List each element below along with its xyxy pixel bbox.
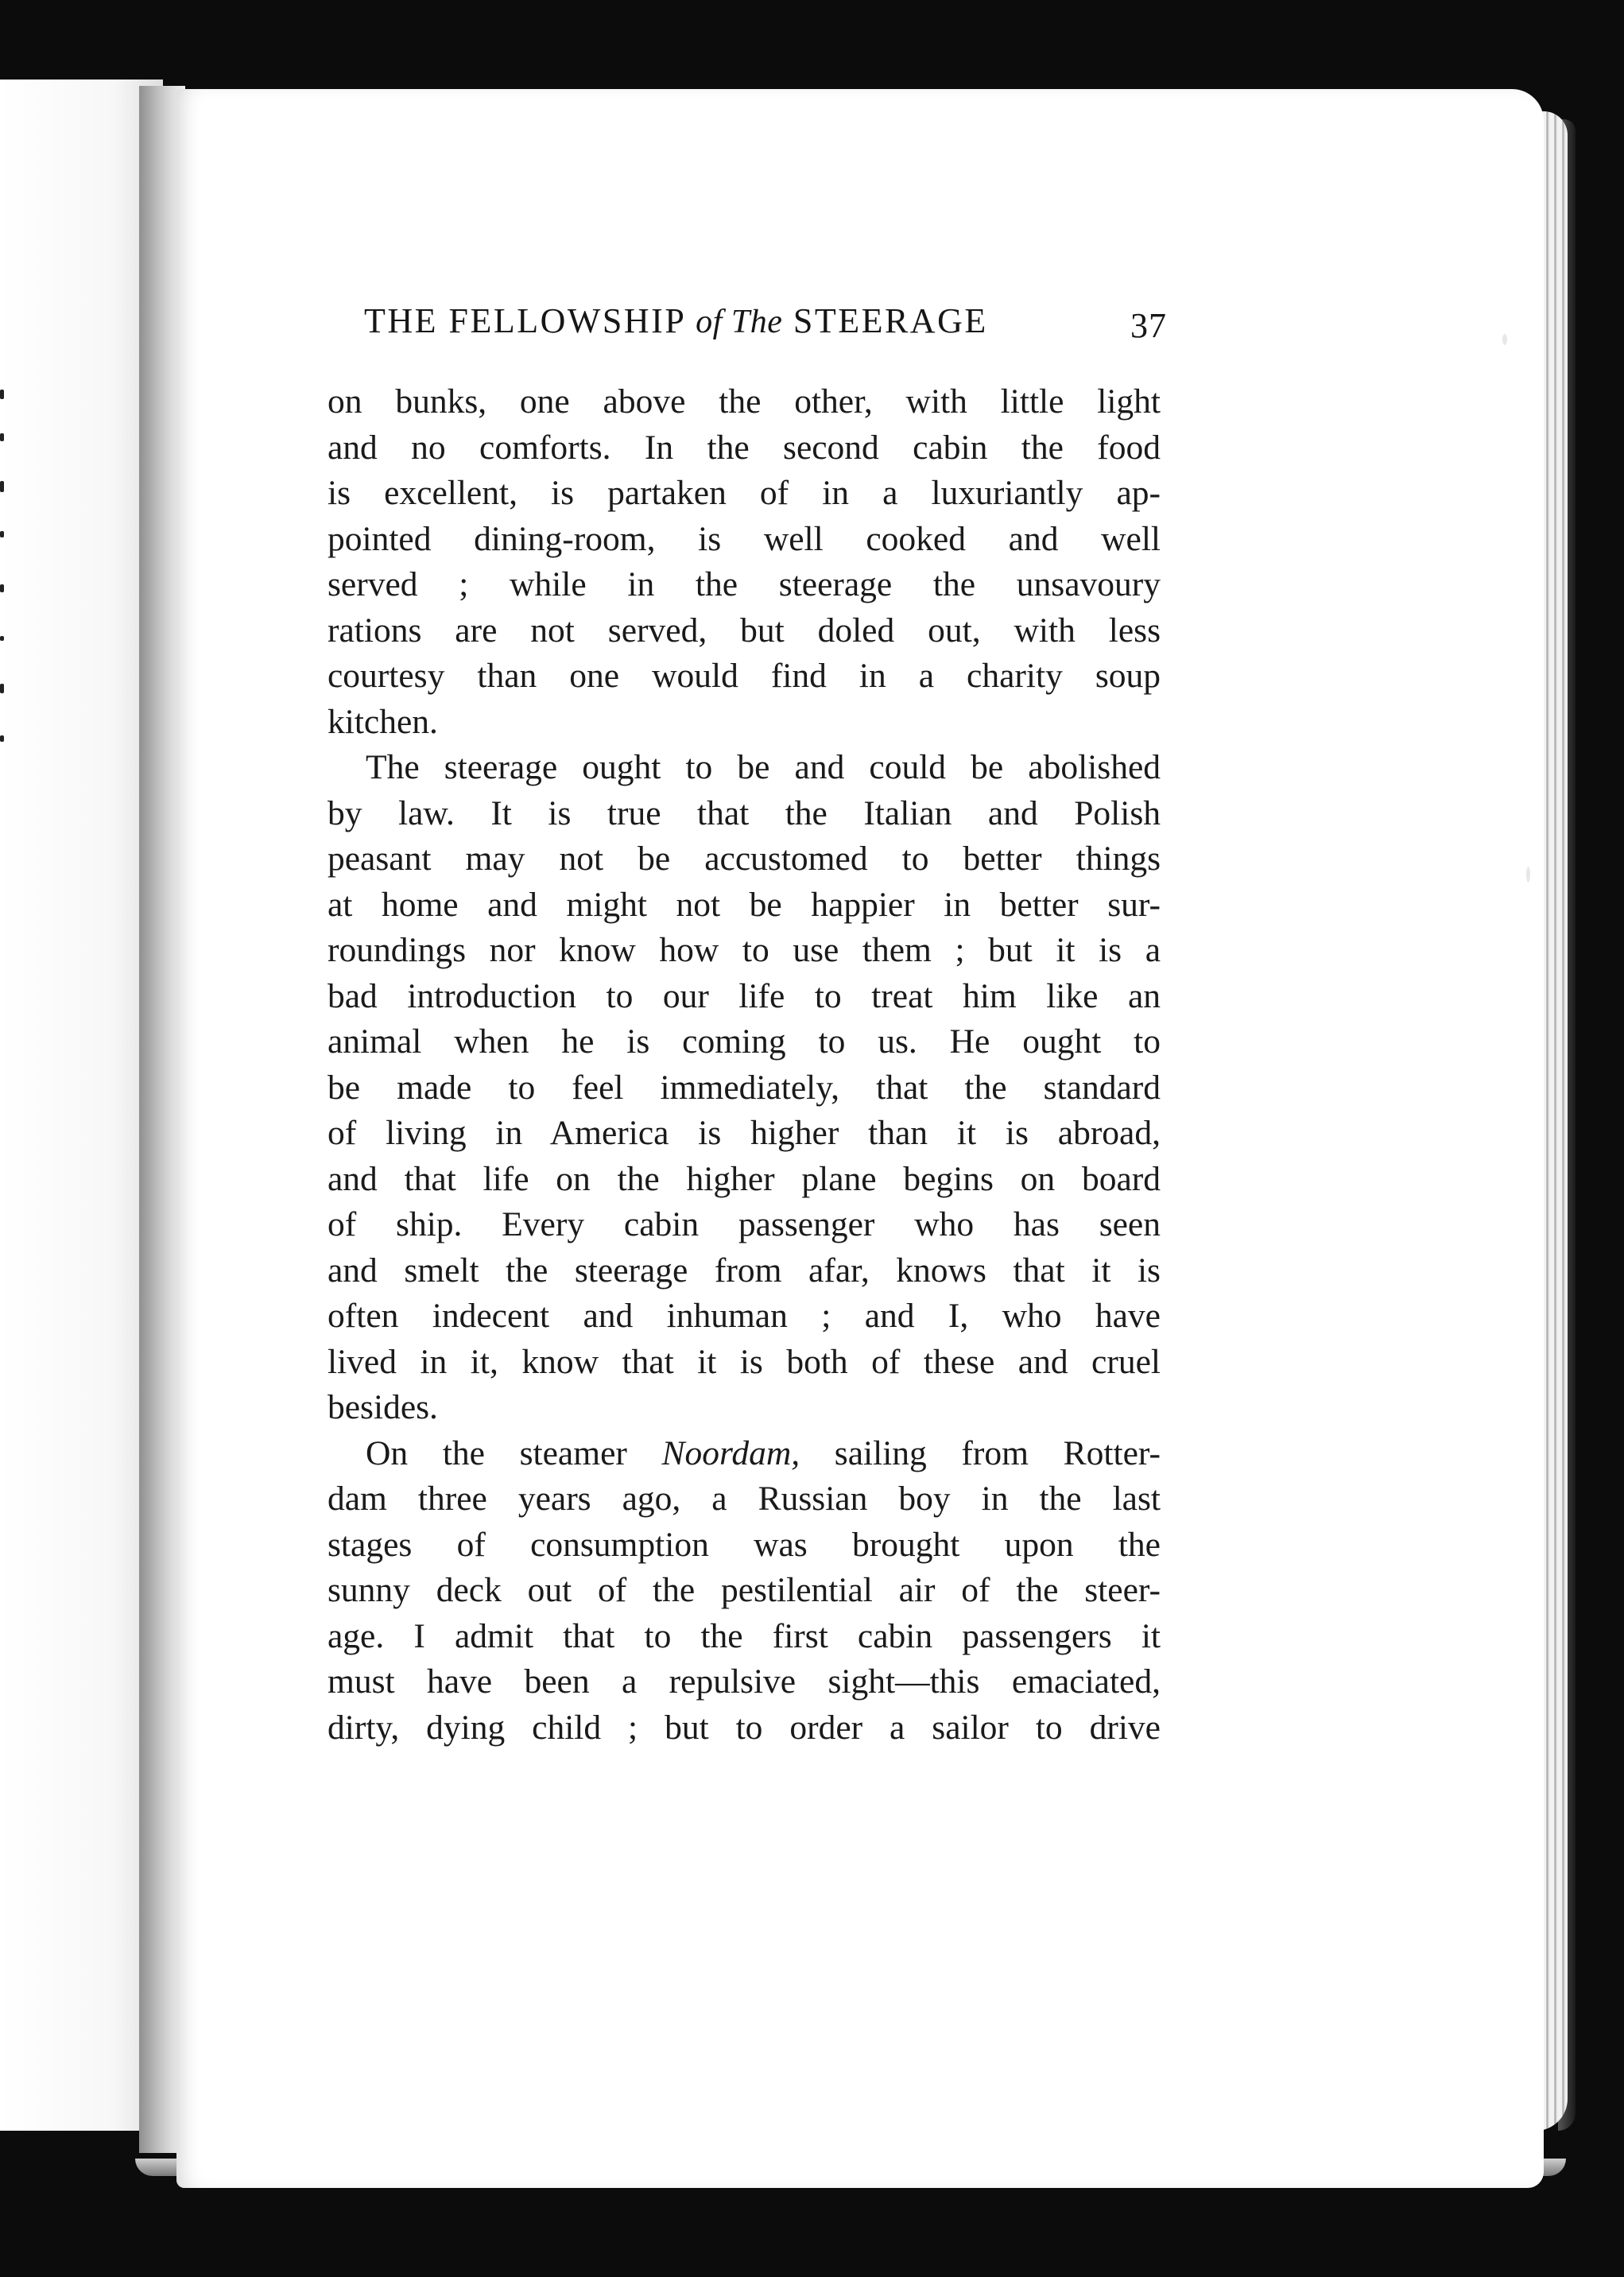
text-line: The steerage ought to be and could be abolished bbox=[366, 748, 1161, 786]
text-line: on bunks, one above the other, with little light bbox=[328, 382, 1161, 421]
text-line: lived in it, know that it is both of these and cruel bbox=[328, 1342, 1161, 1381]
text-line: is excellent, is partaken of in a luxuriantly ap- bbox=[328, 474, 1161, 512]
text-line: and that life on the higher plane begins on board bbox=[328, 1159, 1161, 1198]
running-head-title: THE FELLOWSHIP of The STEERAGE bbox=[364, 301, 988, 340]
text-line: animal when he is coming to us. He ought to bbox=[328, 1022, 1161, 1061]
ship-name: Noordam, bbox=[661, 1433, 800, 1472]
text-line: bad introduction to our life to treat him like an bbox=[328, 976, 1161, 1015]
scan-artifact bbox=[1502, 334, 1507, 345]
text-line: at home and might not be happier in better sur- bbox=[328, 885, 1161, 924]
text-line: must have been a repulsive sight—this emaciated, bbox=[328, 1662, 1161, 1701]
text-line: dirty, dying child ; but to order a sailor to drive bbox=[328, 1708, 1161, 1747]
scan-artifact bbox=[1526, 867, 1530, 882]
text-line: roundings nor know how to use them ; but it is a bbox=[328, 931, 1161, 969]
text-line: kitchen. bbox=[328, 702, 438, 741]
text-line: be made to feel immediately, that the standard bbox=[328, 1068, 1161, 1107]
text-line: age. I admit that to the first cabin passengers it bbox=[328, 1616, 1161, 1655]
page-number: 37 bbox=[1130, 306, 1167, 345]
text-line: rations are not served, but doled out, with less bbox=[328, 611, 1161, 650]
text-line: peasant may not be accustomed to better things bbox=[328, 840, 1161, 878]
body-text bbox=[328, 379, 1161, 1751]
running-head bbox=[364, 301, 1167, 345]
text-line: and no comforts. In the second cabin the food bbox=[328, 428, 1161, 467]
text-line: of living in America is higher than it is abroad, bbox=[328, 1114, 1161, 1152]
text-line: pointed dining-room, is well cooked and well bbox=[328, 519, 1161, 558]
text-line: and smelt the steerage from afar, knows that it is bbox=[328, 1251, 1161, 1290]
text-line: sunny deck out of the pestilential air of the steer- bbox=[328, 1571, 1161, 1609]
text-line: dam three years ago, a Russian boy in the last bbox=[328, 1480, 1161, 1518]
text-line: courtesy than one would find in a charity soup bbox=[328, 657, 1161, 695]
text-line: often indecent and inhuman ; and I, who have bbox=[328, 1297, 1161, 1335]
text-line: of ship. Every cabin passenger who has seen bbox=[328, 1205, 1161, 1243]
text-line: stages of consumption was brought upon the bbox=[328, 1525, 1161, 1564]
text-line: besides. bbox=[328, 1388, 438, 1426]
text-line: On the steamer Noordam, sailing from Rotter- bbox=[366, 1433, 1161, 1472]
text-line: served ; while in the steerage the unsavoury bbox=[328, 565, 1161, 603]
text-line: by law. It is true that the Italian and Polish bbox=[328, 793, 1161, 832]
